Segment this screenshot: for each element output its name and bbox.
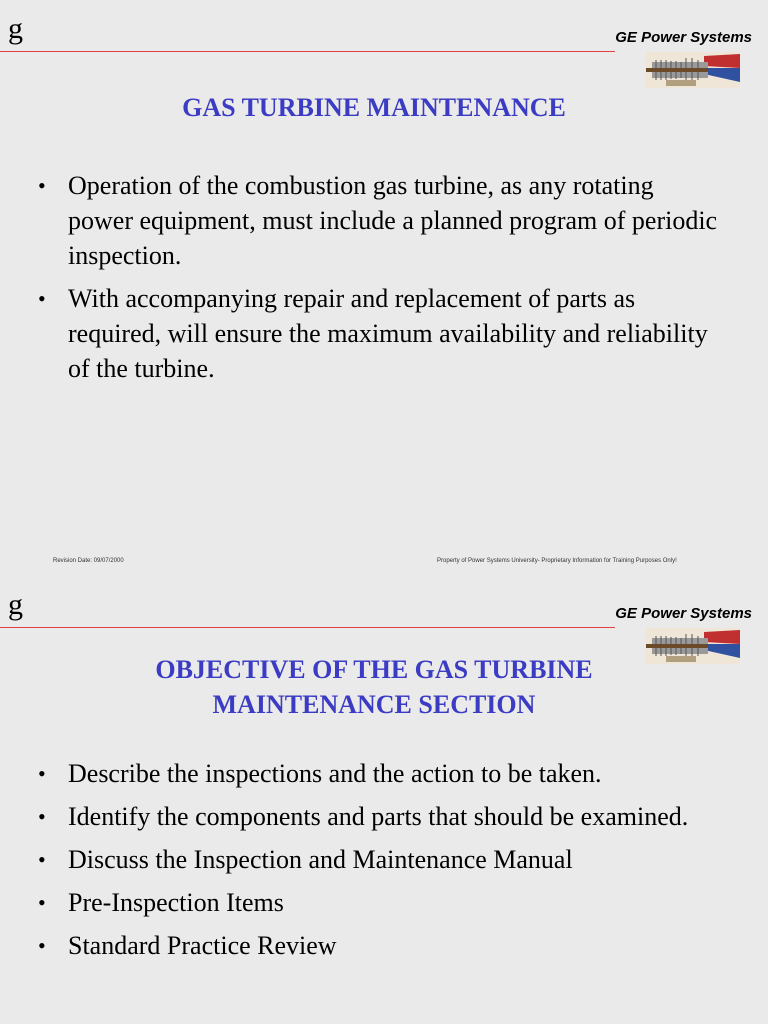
list-item: • Pre-Inspection Items [38,885,718,920]
bullet-icon: • [38,173,46,198]
ge-logo-letter: g [8,588,23,621]
bullet-icon: • [38,933,46,958]
proprietary-notice: Property of Power Systems University- Proprietary Information for Training Purposes Only! [437,558,677,564]
header-rule [0,51,615,52]
revision-date: Revision Date: 09/07/2000 [53,558,124,564]
bullet-icon: • [38,847,46,872]
bullet-icon: • [38,890,46,915]
list-item: • Operation of the combustion gas turbine, as any rotating power equipment, must include a planned program of periodic inspection. [38,168,718,273]
slide-2 [0,576,768,1024]
slide-title [60,652,688,722]
list-item: • Standard Practice Review [38,928,718,963]
title-line: GAS TURBINE MAINTENANCE [182,93,566,122]
title-line: MAINTENANCE SECTION [212,690,536,719]
bullet-icon: • [38,761,46,786]
brand-name: GE Power Systems [615,29,752,46]
list-item: • Identify the components and parts that should be examined. [38,799,718,834]
slide-title [60,90,688,125]
bullet-icon: • [38,286,46,311]
title-line: OBJECTIVE OF THE GAS TURBINE [155,655,593,684]
ge-logo-letter: g [8,12,23,45]
list-item: • Discuss the Inspection and Maintenance Manual [38,842,718,877]
brand-name: GE Power Systems [615,605,752,622]
list-item: • With accompanying repair and replacement of parts as required, will ensure the maximum availability and reliability of the turbine. [38,281,718,386]
gas-turbine-illustration-icon [646,52,740,88]
bullet-icon: • [38,804,46,829]
header-rule [0,627,615,628]
bullet-list [38,168,718,394]
list-item: • Describe the inspections and the action to be taken. [38,756,718,791]
bullet-list [38,756,718,971]
